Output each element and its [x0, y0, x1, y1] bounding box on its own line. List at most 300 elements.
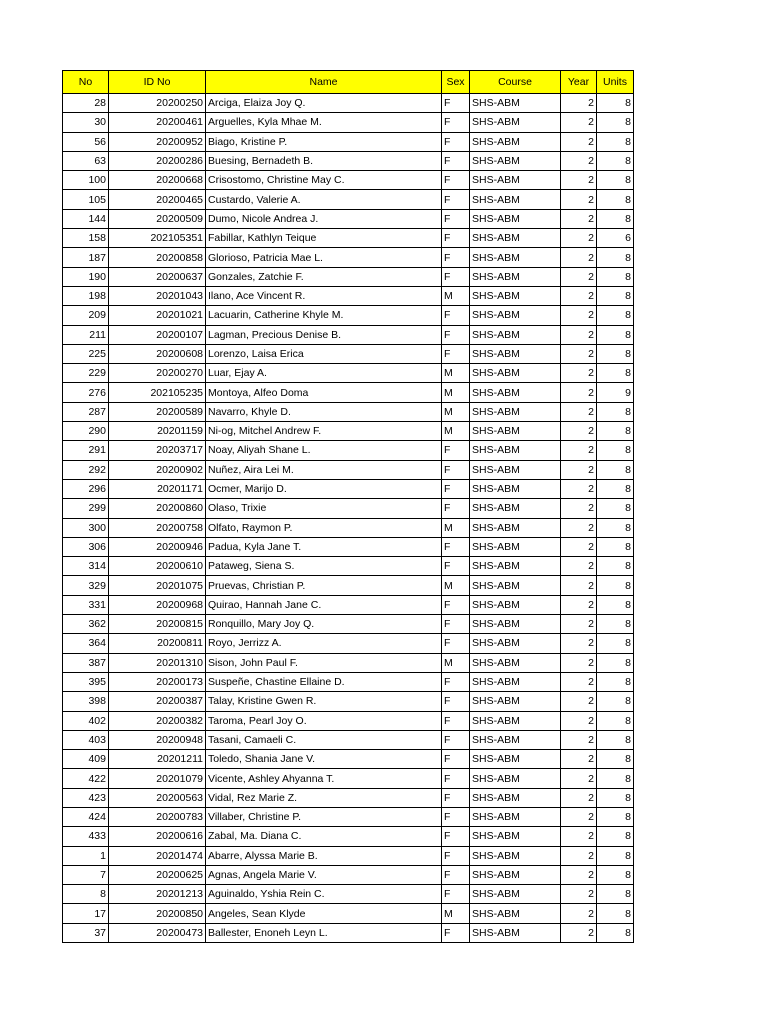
cell-no: 364 [63, 634, 109, 653]
cell-units: 8 [597, 730, 634, 749]
cell-sex: F [442, 171, 470, 190]
cell-sex: F [442, 711, 470, 730]
table-row [63, 923, 634, 942]
cell-id-no: 20201043 [109, 286, 206, 305]
cell-sex: F [442, 441, 470, 460]
cell-units: 8 [597, 576, 634, 595]
cell-year: 2 [561, 190, 597, 209]
cell-id-no: 20200250 [109, 94, 206, 113]
cell-id-no: 20200270 [109, 364, 206, 383]
cell-units: 8 [597, 904, 634, 923]
cell-year: 2 [561, 209, 597, 228]
cell-year: 2 [561, 537, 597, 556]
cell-no: 424 [63, 807, 109, 826]
cell-name: Abarre, Alyssa Marie B. [206, 846, 442, 865]
cell-name: Pruevas, Christian P. [206, 576, 442, 595]
cell-course: SHS-ABM [470, 672, 561, 691]
cell-course: SHS-ABM [470, 499, 561, 518]
cell-units: 8 [597, 615, 634, 634]
header-course: Course [470, 71, 561, 94]
cell-units: 8 [597, 769, 634, 788]
table-row [63, 151, 634, 170]
cell-sex: F [442, 325, 470, 344]
cell-year: 2 [561, 499, 597, 518]
cell-id-no: 20200610 [109, 557, 206, 576]
cell-units: 8 [597, 402, 634, 421]
cell-sex: F [442, 730, 470, 749]
cell-name: Lacuarin, Catherine Khyle M. [206, 306, 442, 325]
cell-course: SHS-ABM [470, 807, 561, 826]
cell-name: Noay, Aliyah Shane L. [206, 441, 442, 460]
cell-course: SHS-ABM [470, 846, 561, 865]
cell-id-no: 20200860 [109, 499, 206, 518]
cell-year: 2 [561, 325, 597, 344]
table-row [63, 402, 634, 421]
cell-no: 331 [63, 595, 109, 614]
cell-no: 63 [63, 151, 109, 170]
table-row [63, 325, 634, 344]
cell-sex: F [442, 460, 470, 479]
cell-id-no: 20200758 [109, 518, 206, 537]
cell-name: Olaso, Trixie [206, 499, 442, 518]
cell-id-no: 20200625 [109, 865, 206, 884]
cell-year: 2 [561, 904, 597, 923]
cell-units: 8 [597, 132, 634, 151]
cell-year: 2 [561, 479, 597, 498]
cell-no: 8 [63, 885, 109, 904]
cell-no: 403 [63, 730, 109, 749]
table-row [63, 286, 634, 305]
cell-sex: M [442, 518, 470, 537]
cell-no: 225 [63, 344, 109, 363]
cell-year: 2 [561, 557, 597, 576]
cell-sex: M [442, 402, 470, 421]
cell-year: 2 [561, 711, 597, 730]
cell-no: 209 [63, 306, 109, 325]
cell-year: 2 [561, 827, 597, 846]
cell-name: Suspeñe, Chastine Ellaine D. [206, 672, 442, 691]
cell-course: SHS-ABM [470, 441, 561, 460]
cell-course: SHS-ABM [470, 94, 561, 113]
cell-id-no: 20200173 [109, 672, 206, 691]
cell-id-no: 20201474 [109, 846, 206, 865]
cell-course: SHS-ABM [470, 615, 561, 634]
cell-id-no: 20200509 [109, 209, 206, 228]
cell-sex: F [442, 672, 470, 691]
cell-id-no: 20200902 [109, 460, 206, 479]
table-row [63, 422, 634, 441]
cell-year: 2 [561, 229, 597, 248]
table-row [63, 248, 634, 267]
cell-sex: M [442, 904, 470, 923]
cell-name: Lorenzo, Laisa Erica [206, 344, 442, 363]
cell-id-no: 20200850 [109, 904, 206, 923]
cell-id-no: 20200948 [109, 730, 206, 749]
student-table [62, 70, 634, 943]
cell-course: SHS-ABM [470, 576, 561, 595]
cell-units: 8 [597, 286, 634, 305]
cell-name: Gonzales, Zatchie F. [206, 267, 442, 286]
table-row [63, 499, 634, 518]
cell-course: SHS-ABM [470, 557, 561, 576]
cell-course: SHS-ABM [470, 788, 561, 807]
cell-name: Custardo, Valerie A. [206, 190, 442, 209]
cell-sex: F [442, 151, 470, 170]
cell-year: 2 [561, 595, 597, 614]
cell-year: 2 [561, 94, 597, 113]
cell-course: SHS-ABM [470, 923, 561, 942]
cell-name: Angeles, Sean Klyde [206, 904, 442, 923]
cell-no: 198 [63, 286, 109, 305]
table-row [63, 132, 634, 151]
cell-id-no: 20201159 [109, 422, 206, 441]
header-no: No [63, 71, 109, 94]
cell-year: 2 [561, 344, 597, 363]
cell-units: 8 [597, 595, 634, 614]
cell-course: SHS-ABM [470, 151, 561, 170]
cell-course: SHS-ABM [470, 132, 561, 151]
cell-course: SHS-ABM [470, 364, 561, 383]
cell-sex: F [442, 94, 470, 113]
cell-no: 105 [63, 190, 109, 209]
cell-id-no: 20200387 [109, 692, 206, 711]
cell-units: 8 [597, 827, 634, 846]
header-sex: Sex [442, 71, 470, 94]
cell-name: Pataweg, Siena S. [206, 557, 442, 576]
cell-year: 2 [561, 865, 597, 884]
cell-name: Biago, Kristine P. [206, 132, 442, 151]
cell-name: Crisostomo, Christine May C. [206, 171, 442, 190]
table-row [63, 557, 634, 576]
cell-units: 8 [597, 441, 634, 460]
cell-units: 8 [597, 634, 634, 653]
cell-course: SHS-ABM [470, 422, 561, 441]
cell-no: 190 [63, 267, 109, 286]
cell-course: SHS-ABM [470, 325, 561, 344]
table-row [63, 827, 634, 846]
cell-year: 2 [561, 769, 597, 788]
cell-year: 2 [561, 653, 597, 672]
table-row [63, 518, 634, 537]
cell-course: SHS-ABM [470, 730, 561, 749]
cell-year: 2 [561, 151, 597, 170]
table-row [63, 846, 634, 865]
cell-no: 287 [63, 402, 109, 421]
cell-course: SHS-ABM [470, 518, 561, 537]
cell-units: 8 [597, 94, 634, 113]
cell-id-no: 20201213 [109, 885, 206, 904]
cell-units: 8 [597, 171, 634, 190]
cell-units: 8 [597, 190, 634, 209]
cell-id-no: 20201310 [109, 653, 206, 672]
cell-id-no: 20200461 [109, 113, 206, 132]
cell-name: Ronquillo, Mary Joy Q. [206, 615, 442, 634]
cell-no: 423 [63, 788, 109, 807]
cell-units: 8 [597, 209, 634, 228]
cell-sex: F [442, 615, 470, 634]
cell-course: SHS-ABM [470, 402, 561, 421]
cell-no: 276 [63, 383, 109, 402]
cell-year: 2 [561, 730, 597, 749]
cell-name: Arciga, Elaiza Joy Q. [206, 94, 442, 113]
table-row [63, 229, 634, 248]
cell-name: Fabillar, Kathlyn Teique [206, 229, 442, 248]
cell-no: 291 [63, 441, 109, 460]
cell-year: 2 [561, 672, 597, 691]
cell-id-no: 20200473 [109, 923, 206, 942]
cell-sex: F [442, 479, 470, 498]
cell-year: 2 [561, 576, 597, 595]
table-row [63, 267, 634, 286]
cell-no: 387 [63, 653, 109, 672]
cell-name: Royo, Jerrizz A. [206, 634, 442, 653]
cell-year: 2 [561, 923, 597, 942]
table-row [63, 383, 634, 402]
cell-course: SHS-ABM [470, 479, 561, 498]
cell-course: SHS-ABM [470, 537, 561, 556]
cell-units: 8 [597, 557, 634, 576]
cell-sex: F [442, 807, 470, 826]
cell-course: SHS-ABM [470, 595, 561, 614]
cell-id-no: 20200589 [109, 402, 206, 421]
cell-units: 8 [597, 653, 634, 672]
table-row [63, 479, 634, 498]
cell-sex: F [442, 537, 470, 556]
cell-no: 56 [63, 132, 109, 151]
cell-course: SHS-ABM [470, 113, 561, 132]
cell-year: 2 [561, 750, 597, 769]
cell-course: SHS-ABM [470, 865, 561, 884]
cell-name: Taroma, Pearl Joy O. [206, 711, 442, 730]
cell-no: 362 [63, 615, 109, 634]
cell-sex: F [442, 344, 470, 363]
cell-year: 2 [561, 788, 597, 807]
cell-sex: F [442, 595, 470, 614]
cell-course: SHS-ABM [470, 885, 561, 904]
cell-units: 8 [597, 364, 634, 383]
cell-year: 2 [561, 364, 597, 383]
cell-id-no: 20201171 [109, 479, 206, 498]
cell-name: Luar, Ejay A. [206, 364, 442, 383]
cell-no: 187 [63, 248, 109, 267]
cell-units: 8 [597, 344, 634, 363]
cell-year: 2 [561, 267, 597, 286]
cell-course: SHS-ABM [470, 344, 561, 363]
cell-year: 2 [561, 402, 597, 421]
cell-year: 2 [561, 460, 597, 479]
table-row [63, 672, 634, 691]
cell-course: SHS-ABM [470, 306, 561, 325]
cell-year: 2 [561, 441, 597, 460]
cell-no: 7 [63, 865, 109, 884]
table-row [63, 904, 634, 923]
cell-sex: F [442, 209, 470, 228]
cell-course: SHS-ABM [470, 460, 561, 479]
cell-no: 395 [63, 672, 109, 691]
cell-no: 28 [63, 94, 109, 113]
cell-no: 296 [63, 479, 109, 498]
table-row [63, 364, 634, 383]
cell-course: SHS-ABM [470, 750, 561, 769]
cell-sex: M [442, 653, 470, 672]
header-year: Year [561, 71, 597, 94]
cell-year: 2 [561, 634, 597, 653]
cell-sex: F [442, 846, 470, 865]
cell-sex: F [442, 769, 470, 788]
cell-name: Lagman, Precious Denise B. [206, 325, 442, 344]
cell-course: SHS-ABM [470, 229, 561, 248]
cell-sex: F [442, 190, 470, 209]
table-row [63, 595, 634, 614]
cell-course: SHS-ABM [470, 209, 561, 228]
cell-no: 290 [63, 422, 109, 441]
cell-sex: F [442, 557, 470, 576]
cell-id-no: 20200952 [109, 132, 206, 151]
cell-name: Aguinaldo, Yshia Rein C. [206, 885, 442, 904]
table-row [63, 94, 634, 113]
cell-sex: F [442, 692, 470, 711]
cell-name: Glorioso, Patricia Mae L. [206, 248, 442, 267]
table-row [63, 865, 634, 884]
cell-year: 2 [561, 383, 597, 402]
header-id-no: ID No [109, 71, 206, 94]
cell-id-no: 20201075 [109, 576, 206, 595]
cell-sex: F [442, 788, 470, 807]
cell-sex: F [442, 248, 470, 267]
cell-name: Ilano, Ace Vincent R. [206, 286, 442, 305]
cell-units: 8 [597, 248, 634, 267]
cell-units: 8 [597, 865, 634, 884]
table-row [63, 171, 634, 190]
cell-units: 8 [597, 306, 634, 325]
table-row [63, 537, 634, 556]
cell-course: SHS-ABM [470, 267, 561, 286]
cell-year: 2 [561, 422, 597, 441]
cell-course: SHS-ABM [470, 827, 561, 846]
cell-sex: M [442, 286, 470, 305]
cell-sex: F [442, 306, 470, 325]
cell-id-no: 20201079 [109, 769, 206, 788]
cell-no: 422 [63, 769, 109, 788]
table-row [63, 113, 634, 132]
cell-year: 2 [561, 692, 597, 711]
cell-name: Olfato, Raymon P. [206, 518, 442, 537]
cell-course: SHS-ABM [470, 190, 561, 209]
cell-name: Talay, Kristine Gwen R. [206, 692, 442, 711]
table-row [63, 885, 634, 904]
cell-no: 314 [63, 557, 109, 576]
cell-sex: F [442, 923, 470, 942]
cell-course: SHS-ABM [470, 286, 561, 305]
cell-course: SHS-ABM [470, 248, 561, 267]
cell-course: SHS-ABM [470, 634, 561, 653]
cell-no: 30 [63, 113, 109, 132]
header-name: Name [206, 71, 442, 94]
cell-year: 2 [561, 846, 597, 865]
cell-name: Sison, John Paul F. [206, 653, 442, 672]
table-row [63, 692, 634, 711]
cell-year: 2 [561, 518, 597, 537]
cell-course: SHS-ABM [470, 692, 561, 711]
cell-name: Ocmer, Marijo D. [206, 479, 442, 498]
cell-year: 2 [561, 248, 597, 267]
cell-year: 2 [561, 306, 597, 325]
table-row [63, 730, 634, 749]
cell-name: Buesing, Bernadeth B. [206, 151, 442, 170]
cell-units: 8 [597, 267, 634, 286]
cell-units: 8 [597, 422, 634, 441]
cell-id-no: 20200946 [109, 537, 206, 556]
cell-no: 158 [63, 229, 109, 248]
cell-units: 6 [597, 229, 634, 248]
cell-name: Vidal, Rez Marie Z. [206, 788, 442, 807]
cell-course: SHS-ABM [470, 904, 561, 923]
cell-id-no: 202105235 [109, 383, 206, 402]
cell-sex: M [442, 383, 470, 402]
cell-course: SHS-ABM [470, 171, 561, 190]
cell-no: 402 [63, 711, 109, 730]
header-units: Units [597, 71, 634, 94]
cell-units: 8 [597, 885, 634, 904]
cell-name: Nuñez, Aira Lei M. [206, 460, 442, 479]
table-row [63, 750, 634, 769]
table-row [63, 306, 634, 325]
table-row [63, 788, 634, 807]
cell-no: 211 [63, 325, 109, 344]
cell-no: 37 [63, 923, 109, 942]
table-row [63, 653, 634, 672]
cell-sex: F [442, 750, 470, 769]
cell-name: Zabal, Ma. Diana C. [206, 827, 442, 846]
cell-id-no: 20200783 [109, 807, 206, 826]
cell-units: 8 [597, 479, 634, 498]
cell-no: 17 [63, 904, 109, 923]
cell-units: 8 [597, 711, 634, 730]
cell-id-no: 20200286 [109, 151, 206, 170]
cell-no: 433 [63, 827, 109, 846]
cell-no: 292 [63, 460, 109, 479]
cell-name: Padua, Kyla Jane T. [206, 537, 442, 556]
cell-units: 8 [597, 846, 634, 865]
cell-name: Dumo, Nicole Andrea J. [206, 209, 442, 228]
cell-id-no: 20200815 [109, 615, 206, 634]
cell-id-no: 20200608 [109, 344, 206, 363]
cell-year: 2 [561, 615, 597, 634]
cell-sex: F [442, 865, 470, 884]
cell-no: 329 [63, 576, 109, 595]
cell-name: Navarro, Khyle D. [206, 402, 442, 421]
cell-units: 8 [597, 518, 634, 537]
cell-units: 8 [597, 672, 634, 691]
cell-units: 9 [597, 383, 634, 402]
cell-id-no: 20200637 [109, 267, 206, 286]
cell-sex: M [442, 422, 470, 441]
cell-no: 409 [63, 750, 109, 769]
cell-year: 2 [561, 132, 597, 151]
cell-year: 2 [561, 885, 597, 904]
cell-id-no: 20200382 [109, 711, 206, 730]
table-row [63, 209, 634, 228]
table-row [63, 576, 634, 595]
cell-sex: F [442, 827, 470, 846]
cell-name: Vicente, Ashley Ahyanna T. [206, 769, 442, 788]
cell-id-no: 20200465 [109, 190, 206, 209]
table-row [63, 190, 634, 209]
cell-sex: F [442, 634, 470, 653]
cell-no: 144 [63, 209, 109, 228]
cell-no: 1 [63, 846, 109, 865]
cell-year: 2 [561, 807, 597, 826]
